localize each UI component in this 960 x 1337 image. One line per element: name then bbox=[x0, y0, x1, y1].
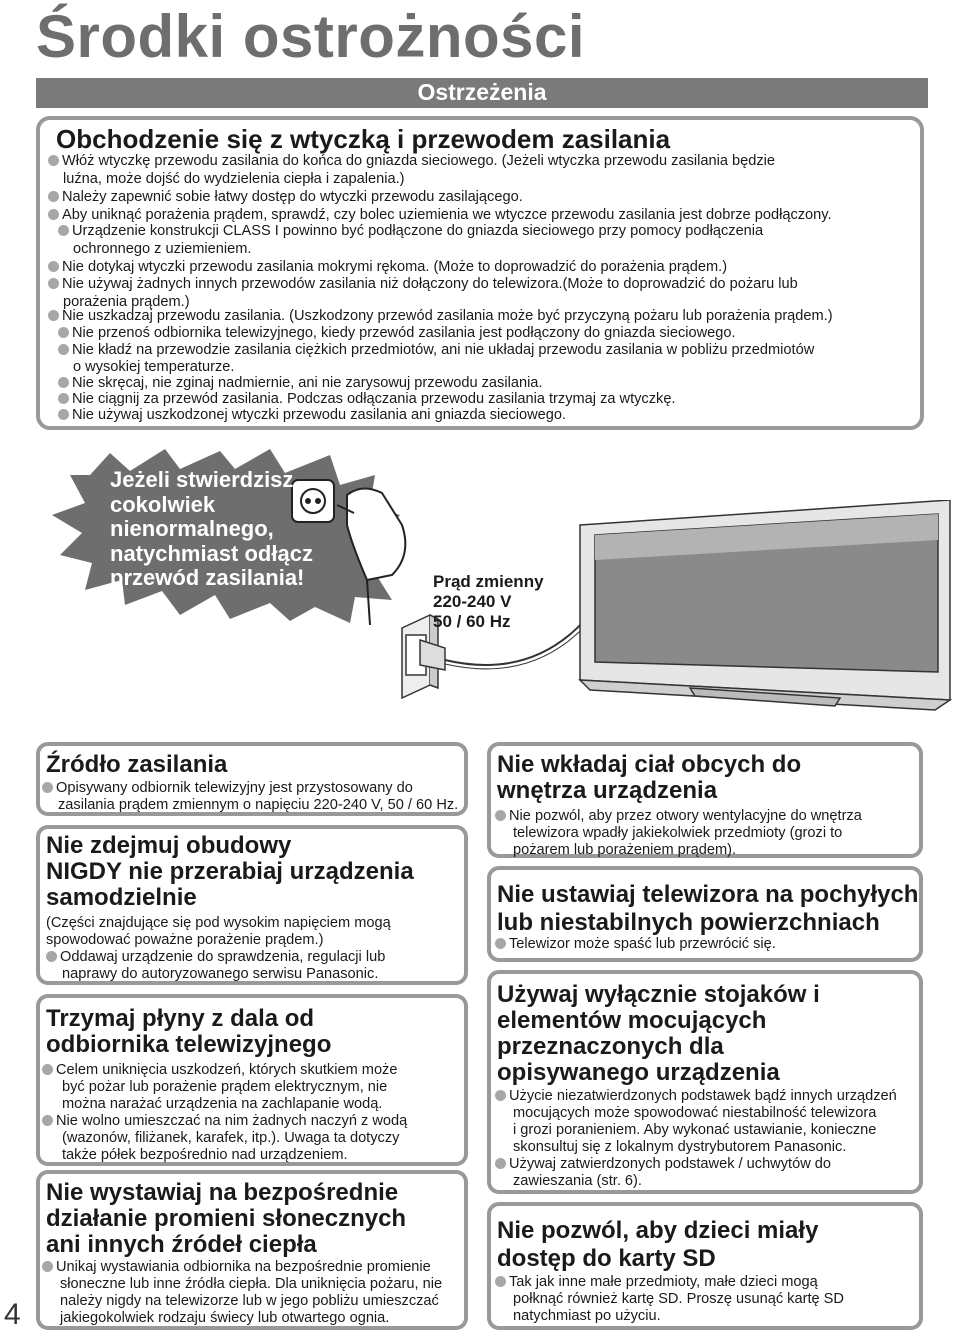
list-item-continuation: o wysokiej temperaturze. bbox=[73, 359, 235, 375]
burst-line: nienormalnego, bbox=[110, 516, 274, 541]
list-item-continuation: telewizora wpadły jakiekolwiek przedmioty (grozi to bbox=[513, 825, 843, 841]
bullet-icon bbox=[48, 191, 59, 202]
list-item-continuation: natychmiast po użyciu. bbox=[513, 1308, 661, 1324]
list-item-continuation: naprawy do autoryzowanego serwisu Panasonic. bbox=[62, 966, 379, 982]
burst-line: cokolwiek bbox=[110, 491, 216, 517]
box-heading: samodzielnie bbox=[46, 884, 197, 911]
bullet-icon bbox=[42, 782, 53, 793]
list-item-continuation: i grozi poranieniem. Aby wykonać ustawianie, konieczne bbox=[513, 1122, 877, 1138]
bullet-icon bbox=[48, 155, 59, 166]
sd-card-box bbox=[487, 1202, 923, 1330]
box-heading: dostęp do karty SD bbox=[497, 1245, 716, 1272]
bullet-icon bbox=[495, 810, 506, 821]
list-item: Urządzenie konstrukcji CLASS I powinno być podłączone do gniazda sieciowego przy pomocy podłączenia bbox=[58, 222, 763, 240]
box-heading: działanie promieni słonecznych bbox=[46, 1205, 407, 1232]
list-item-continuation: luźna, może dojść do wydzielenia ciepła i zapalenia.) bbox=[63, 171, 405, 187]
list-item-continuation: porażenia prądem.) bbox=[63, 294, 190, 310]
bullet-icon bbox=[48, 209, 59, 220]
sunlight-box bbox=[36, 1170, 468, 1330]
bullet-icon bbox=[58, 225, 69, 236]
page-number: 4 bbox=[4, 1298, 21, 1331]
bullet-icon bbox=[495, 1090, 506, 1101]
list-item: Nie dotykaj wtyczki przewodu zasilania mokrymi rękoma. (Może to doprowadzić do porażenia prądem.) bbox=[48, 258, 727, 276]
ac-label-line: 50 / 60 Hz bbox=[433, 612, 511, 631]
list-item-continuation: (wazonów, filiżanek, karafek, itp.). Uwaga ta dotyczy bbox=[62, 1130, 400, 1146]
no-cover-box bbox=[36, 825, 468, 985]
list-item: Tak jak inne małe przedmioty, małe dzieci mogą bbox=[495, 1274, 818, 1291]
ac-label-line: 220-240 V bbox=[433, 592, 512, 611]
list-item: Nie używaj uszkodzonej wtyczki przewodu zasilania ani gniazda sieciowego. bbox=[58, 406, 566, 424]
bullet-icon bbox=[495, 1158, 506, 1169]
box-heading: Nie zdejmuj obudowy bbox=[46, 832, 292, 859]
bullet-icon bbox=[58, 409, 69, 420]
bullet-icon bbox=[495, 1276, 506, 1287]
stands-box bbox=[487, 970, 923, 1194]
list-item: Telewizor może spaść lub przewrócić się. bbox=[495, 936, 776, 953]
bullet-icon bbox=[42, 1064, 53, 1075]
list-item: Włóż wtyczkę przewodu zasilania do końca do gniazda sieciowego. (Jeżeli wtyczka przewodu zasilania będzie bbox=[48, 152, 775, 170]
page-title: Środki ostrożności bbox=[36, 3, 586, 70]
box-heading: Nie wystawiaj na bezpośrednie bbox=[46, 1179, 399, 1206]
list-item-continuation: należy nigdy na telewizorze lub w jego pobliżu umieszczać bbox=[60, 1293, 439, 1309]
burst-line: natychmiast odłącz bbox=[110, 540, 313, 566]
bullet-icon bbox=[42, 1261, 53, 1272]
box-heading: Nie pozwól, aby dzieci miały bbox=[497, 1217, 819, 1244]
box-heading: wnętrza urządzenia bbox=[497, 777, 718, 804]
list-item: Należy zapewnić sobie łatwy dostęp do wtyczki przewodu zasilającego. bbox=[48, 188, 523, 206]
box-heading: Nie wkładaj ciał obcych do bbox=[497, 751, 802, 778]
box-heading: odbiornika telewizyjnego bbox=[46, 1031, 332, 1058]
ac-spec-label bbox=[433, 572, 544, 632]
bullet-icon bbox=[48, 278, 59, 289]
bullet-icon bbox=[42, 1115, 53, 1126]
box-heading: Źródło zasilania bbox=[46, 751, 228, 778]
box-heading: przeznaczonych dla bbox=[497, 1033, 724, 1060]
box-heading: Nie ustawiaj telewizora na pochyłych bbox=[497, 881, 919, 908]
bullet-icon bbox=[46, 951, 57, 962]
list-item: Opisywany odbiornik telewizyjny jest przystosowany do bbox=[42, 780, 413, 797]
list-item-continuation: być pożar lub porażenie prądem elektrycznym, nie bbox=[62, 1079, 388, 1095]
warning-burst-text bbox=[110, 468, 313, 591]
bullet-icon bbox=[48, 310, 59, 321]
bullet-icon bbox=[48, 261, 59, 272]
bullet-icon bbox=[58, 377, 69, 388]
list-item-continuation: także półek bezpośrednio nad urządzeniem. bbox=[62, 1147, 348, 1163]
list-item-continuation: można narażać urządzenia na zachlapanie wodą. bbox=[62, 1096, 383, 1112]
power-source-box bbox=[36, 742, 468, 816]
box-heading: Używaj wyłącznie stojaków i bbox=[497, 981, 820, 1008]
list-item: Nie pozwól, aby przez otwory wentylacyjne do wnętrza bbox=[495, 808, 862, 825]
list-item-continuation: mocujących może spowodować niestabilność telewizora bbox=[513, 1105, 877, 1121]
box-heading: ani innych źródeł ciepła bbox=[46, 1231, 317, 1258]
box-text: spowodować poważne porażenie prądem.) bbox=[46, 932, 324, 948]
bullet-icon bbox=[58, 393, 69, 404]
list-item-continuation: zawieszania (str. 6). bbox=[513, 1173, 642, 1189]
burst-line: Jeżeli stwierdzisz bbox=[110, 467, 294, 492]
bullet-icon bbox=[58, 344, 69, 355]
list-item: Nie kładź na przewodzie zasilania ciężkich przedmiotów, ani nie układaj przewodu zasilania w pobliżu przedmiotów bbox=[58, 341, 814, 359]
box-heading: NIGDY nie przerabiaj urządzenia bbox=[46, 858, 414, 885]
foreign-objects-box bbox=[487, 742, 923, 858]
list-item: Unikaj wystawiania odbiornika na bezpośrednie promienie bbox=[42, 1259, 431, 1276]
box-heading: elementów mocujących bbox=[497, 1007, 767, 1034]
list-item: Nie ciągnij za przewód zasilania. Podczas odłączania przewodu zasilania trzymaj za wtyczkę. bbox=[58, 390, 676, 408]
box-text: (Części znajdujące się pod wysokim napięciem mogą bbox=[46, 915, 391, 931]
list-item-continuation: ochronnego z uziemieniem. bbox=[73, 241, 252, 257]
liquids-box bbox=[36, 994, 468, 1166]
band-label: Ostrzeżenia bbox=[417, 79, 547, 105]
box-heading: opisywanego urządzenia bbox=[497, 1059, 780, 1086]
bullet-icon bbox=[495, 938, 506, 949]
box-heading: lub niestabilnych powierzchniach bbox=[497, 909, 880, 936]
list-item: Aby uniknąć porażenia prądem, sprawdź, czy bolec uziemienia we wtyczce przewodu zasilania jest dobrze podłączony. bbox=[48, 206, 832, 224]
list-item-continuation: jakiegokolwiek rodzaju świecy lub otwartego ognia. bbox=[60, 1310, 390, 1326]
list-item: Używaj zatwierdzonych podstawek / uchwytów do bbox=[495, 1156, 831, 1173]
list-item-continuation: słoneczne lub inne źródła ciepła. Dla uniknięcia pożaru, nie bbox=[60, 1276, 443, 1292]
ac-label-line: Prąd zmienny bbox=[433, 572, 544, 591]
box-heading: Trzymaj płyny z dala od bbox=[46, 1005, 315, 1032]
burst-line: przewód zasilania! bbox=[110, 565, 305, 590]
list-item: Nie przenoś odbiornika telewizyjnego, kiedy przewód zasilania jest podłączony do gniazda sieciowego. bbox=[58, 324, 736, 342]
list-item: Nie używaj żadnych innych przewodów zasilania niż dołączony do telewizora.(Może to doprowadzić do pożaru lub bbox=[48, 275, 798, 293]
list-item: Nie skręcaj, nie zginaj nadmiernie, ani nie zarysowuj przewodu zasilania. bbox=[58, 374, 542, 392]
list-item: Użycie niezatwierdzonych podstawek bądź innych urządzeń bbox=[495, 1088, 897, 1105]
list-item: Nie wolno umieszczać na nim żadnych naczyń z wodą bbox=[42, 1113, 407, 1130]
bullet-icon bbox=[58, 327, 69, 338]
list-item-continuation: połknąć również kartę SD. Proszę usunąć kartę SD bbox=[513, 1291, 844, 1307]
list-item-continuation: pożarem lub porażeniem prądem). bbox=[513, 842, 737, 858]
slope-box bbox=[487, 866, 923, 962]
list-item: Nie uszkadzaj przewodu zasilania. (Uszkodzony przewód zasilania może być przyczyną pożaru lub porażenia prądem.) bbox=[48, 307, 833, 325]
list-item-continuation: zasilania prądem zmiennym o napięciu 220-240 V, 50 / 60 Hz. bbox=[58, 797, 459, 813]
plug-heading: Obchodzenie się z wtyczką i przewodem zasilania bbox=[56, 124, 671, 154]
list-item: Oddawaj urządzenie do sprawdzenia, regulacji lub bbox=[46, 949, 385, 966]
section-band bbox=[36, 78, 928, 108]
list-item: Celem uniknięcia uszkodzeń, których skutkiem może bbox=[42, 1062, 397, 1079]
list-item-continuation: skonsultuj się z lokalnym dystrybutorem Panasonic. bbox=[513, 1139, 847, 1155]
